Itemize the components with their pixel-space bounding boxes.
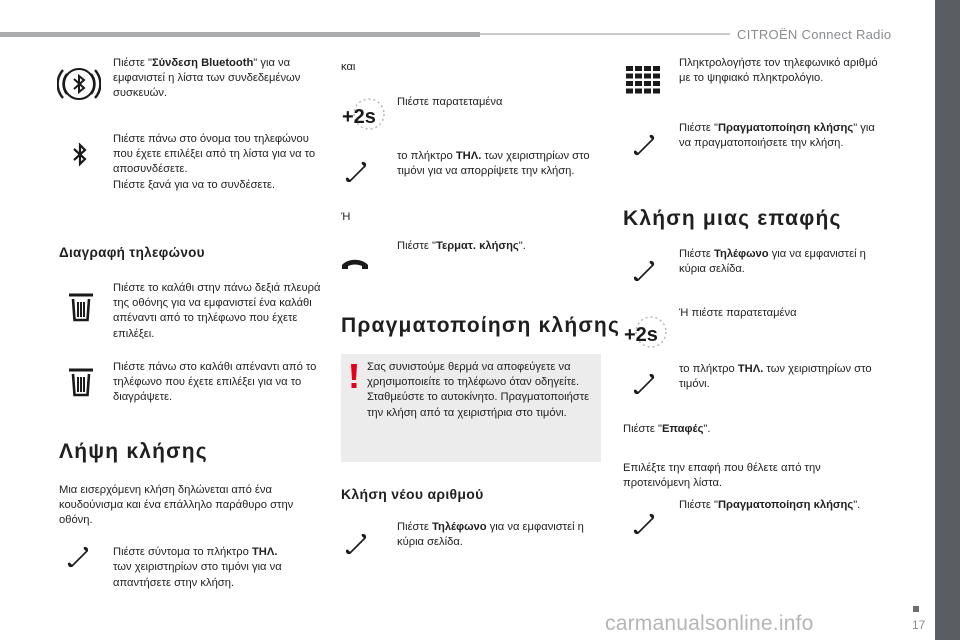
plus2s-long-press-icon — [339, 96, 385, 136]
receive-press-text: Πιέστε σύντομα το πλήκτρο ΤΗΛ. των χειριστηρίων στο τιμόνι για να απαντήσετε στην κλήση. — [113, 546, 282, 589]
end-call-text: Πιέστε "Τερματ. κλήσης". — [397, 240, 526, 252]
or-long-press-text: Ή πιέστε παρατεταμένα — [679, 307, 797, 319]
and-text: και — [341, 61, 356, 73]
delete-phone-heading: Διαγραφή τηλεφώνου — [59, 245, 205, 260]
tel-key-text: το πλήκτρο ΤΗΛ. των χειριστηρίων στο τιμόνι. — [679, 363, 872, 391]
header-rule-thin — [480, 33, 730, 35]
phone-press-text: Πιέστε Τηλέφωνο για να εμφανιστεί η κύρια σελίδα. — [679, 248, 866, 276]
phone-handset-icon — [632, 372, 656, 396]
bluetooth-icon — [57, 62, 101, 106]
phone-handset-icon — [632, 133, 656, 157]
final-call-text: Πιέστε "Πραγματοποίηση κλήσης". — [679, 499, 861, 511]
bt-name-text: Πιέστε πάνω στο όνομα του τηλεφώνου που έχετε επιλέξει από τη λίστα για να το αποσυνδέσετε. Πιέστε ξανά για να το συνδέσετε. — [113, 133, 316, 191]
trash-icon — [66, 368, 96, 398]
make-call-press-text: Πιέστε "Πραγματοποίηση κλήσης" για να πραγματοποιήσετε την κλήση. — [679, 122, 875, 150]
warning-text: Σας συνιστούμε θερμά να αποφεύγετε να χρησιμοποιείτε το τηλέφωνο όταν οδηγείτε. Σταθμεύστε το αυτοκίνητο. Πραγματοποιήστε την κλήση από τα χειριστήρια στο τιμόνι. — [367, 361, 590, 419]
keypad-icon — [626, 66, 660, 94]
bt-connect-text: Πιέστε "Σύνδεση Bluetooth" για να εμφανιστεί η λίστα των συνδεδεμένων συσκευών. — [113, 57, 301, 100]
contacts-press-text: Πιέστε "Επαφές". — [623, 423, 711, 435]
or-text: Ή — [341, 211, 351, 223]
warning-icon — [349, 363, 359, 389]
plus2s-label: +2s — [624, 324, 658, 346]
phone-handset-icon — [632, 259, 656, 283]
hang-up-icon — [340, 256, 370, 272]
bluetooth-small-icon — [70, 142, 90, 168]
new-number-heading: Κλήση νέου αριθμού — [341, 486, 484, 502]
manual-title: CITROËN Connect Radio — [737, 27, 892, 42]
trash-text-2: Πιέστε πάνω στο καλάθι απέναντι από το τηλέφωνο που έχετε επιλέξει για να το διαγράψετε. — [113, 361, 317, 404]
trash-icon — [66, 293, 96, 323]
plus2s-label: +2s — [342, 106, 376, 128]
receive-intro-text: Μια εισερχόμενη κλήση δηλώνεται από ένα κουδούνισμα και ένα επάλληλο παράθυρο στην οθόνη. — [59, 484, 294, 527]
keypad-text: Πληκτρολογήστε τον τηλεφωνικό αριθμό με το ψηφιακό πληκτρολόγιο. — [679, 57, 878, 85]
trash-text-1: Πιέστε το καλάθι στην πάνω δεξιά πλευρά της οθόνης για να εμφανιστεί ένα καλάθι απέναντι από το τηλέφωνο που έχετε επιλέξει. — [113, 282, 321, 340]
phone-handset-icon — [66, 545, 90, 569]
warning-box — [341, 354, 601, 462]
make-call-heading: Πραγματοποίηση κλήσης — [341, 314, 621, 337]
choose-contact-text: Επιλέξτε την επαφή που θέλετε από την προτεινόμενη λίστα. — [623, 462, 821, 490]
plus2s-long-press-icon — [621, 314, 667, 354]
phone-handset-icon — [344, 532, 368, 556]
side-tab — [935, 0, 960, 640]
press-long-text: Πιέστε παρατεταμένα — [397, 96, 503, 108]
header-rule — [0, 32, 480, 37]
phone-handset-icon — [344, 160, 368, 184]
receive-call-heading: Λήψη κλήσης — [59, 440, 208, 463]
new-number-press-text: Πιέστε Τηλέφωνο για να εμφανιστεί η κύρια σελίδα. — [397, 521, 584, 549]
watermark: carmanualsonline.info — [605, 612, 814, 635]
tel-key-reject-text: το πλήκτρο ΤΗΛ. των χειριστηρίων στο τιμόνι για να απορρίψετε την κλήση. — [397, 150, 590, 178]
call-contact-heading: Κλήση μιας επαφής — [623, 207, 842, 230]
page-marker — [913, 606, 919, 612]
phone-handset-icon — [632, 512, 656, 536]
page-number: 17 — [912, 618, 926, 632]
